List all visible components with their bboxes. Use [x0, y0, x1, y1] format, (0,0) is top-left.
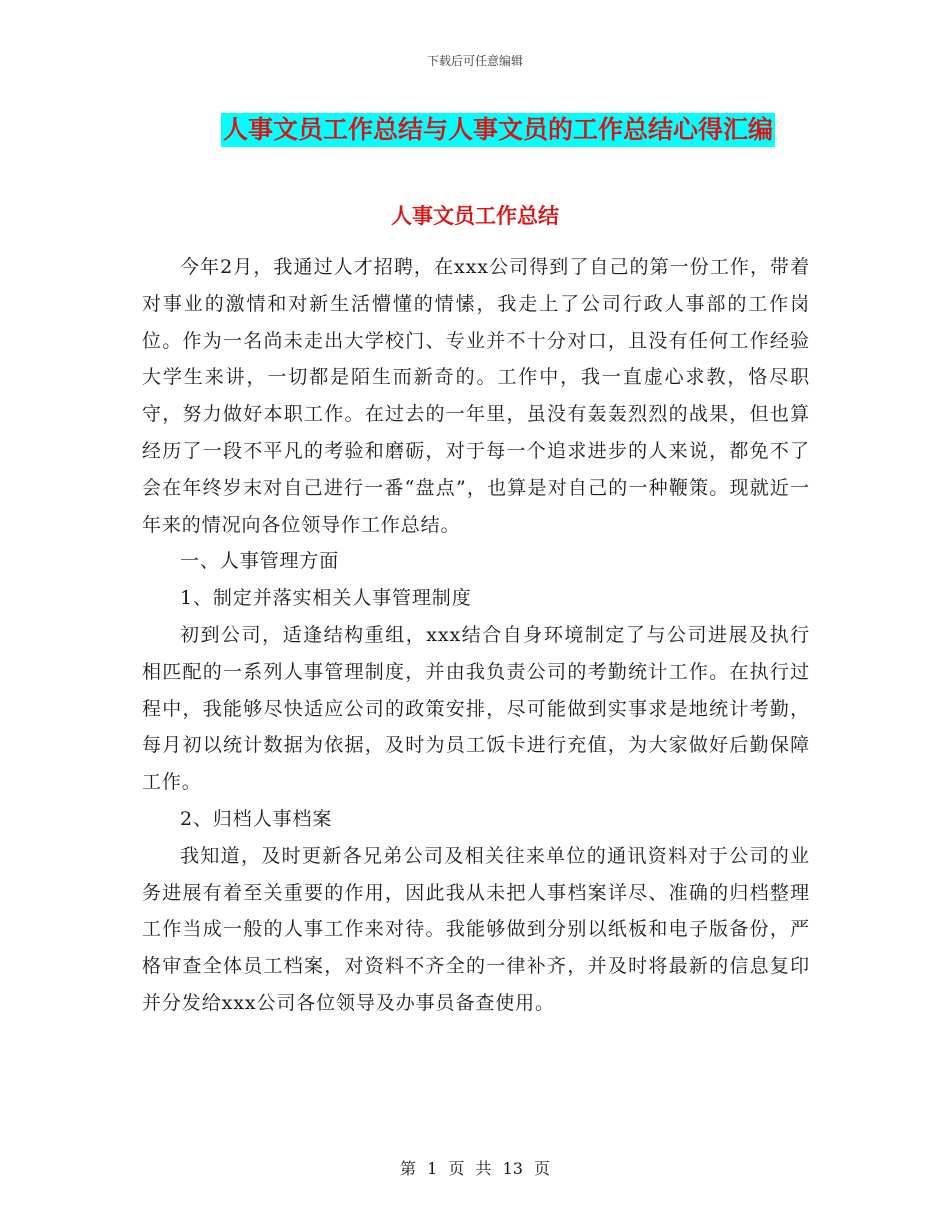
page-footer: 第 1 页 共 13 页 [400, 1159, 550, 1178]
header-note: 下载后可任意编辑 [426, 54, 523, 68]
subheading-archives: 2、归档人事档案 [180, 807, 333, 830]
paragraph-rules: 初到公司，适逢结构重组，xxx结合自身环境制定了与公司进展及执行相匹配的一系列人事管理制度，并由我负责公司的考勤统计工作。在执行过程中，我能够尽快适应公司的政策安排，尽可能做到实事求是地统计考勤，每月初以统计数据为依据，及时为员工饭卡进行充值，为大家做好后勤保障工作。 [142, 623, 810, 794]
paragraph-intro: 今年2月，我通过人才招聘，在xxx公司得到了自己的第一份工作，带着对事业的激情和对新生活懵懂的情愫，我走上了公司行政人事部的工作岗位。作为一名尚未走出大学校门、专业并不十分对口，且没有任何工作经验大学生来讲，一切都是陌生而新奇的。工作中，我一直虚心求教，恪尽职守，努力做好本职工作。在过去的一年里，虽没有轰轰烈烈的战果，但也算经历了一段不平凡的考验和磨砺，对于每一个追求进步的人来说，都免不了会在年终岁末对自己进行一番“盘点”，也算是对自己的一种鞭策。现就近一年来的情况向各位领导作工作总结。 [142, 256, 810, 536]
document-body [142, 249, 810, 1022]
main-title-container [0, 113, 950, 147]
heading-personnel-management: 一、人事管理方面 [180, 550, 340, 573]
section-title: 人事文员工作总结 [391, 204, 559, 228]
subheading-rules: 1、制定并落实相关人事管理制度 [180, 587, 472, 610]
paragraph-archives: 我知道，及时更新各兄弟公司及相关往来单位的通讯资料对于公司的业务进展有着至关重要的作用，因此我从未把人事档案详尽、准确的归档整理工作当成一般的人事工作来对待。我能够做到分别以纸板和电子版备份，严格审查全体员工档案，对资料不齐全的一律补齐，并及时将最新的信息复印并分发给xxx公司各位领导及办事员备查使用。 [142, 844, 810, 1014]
document-title: 人事文员工作总结与人事文员的工作总结心得汇编 [221, 113, 775, 147]
